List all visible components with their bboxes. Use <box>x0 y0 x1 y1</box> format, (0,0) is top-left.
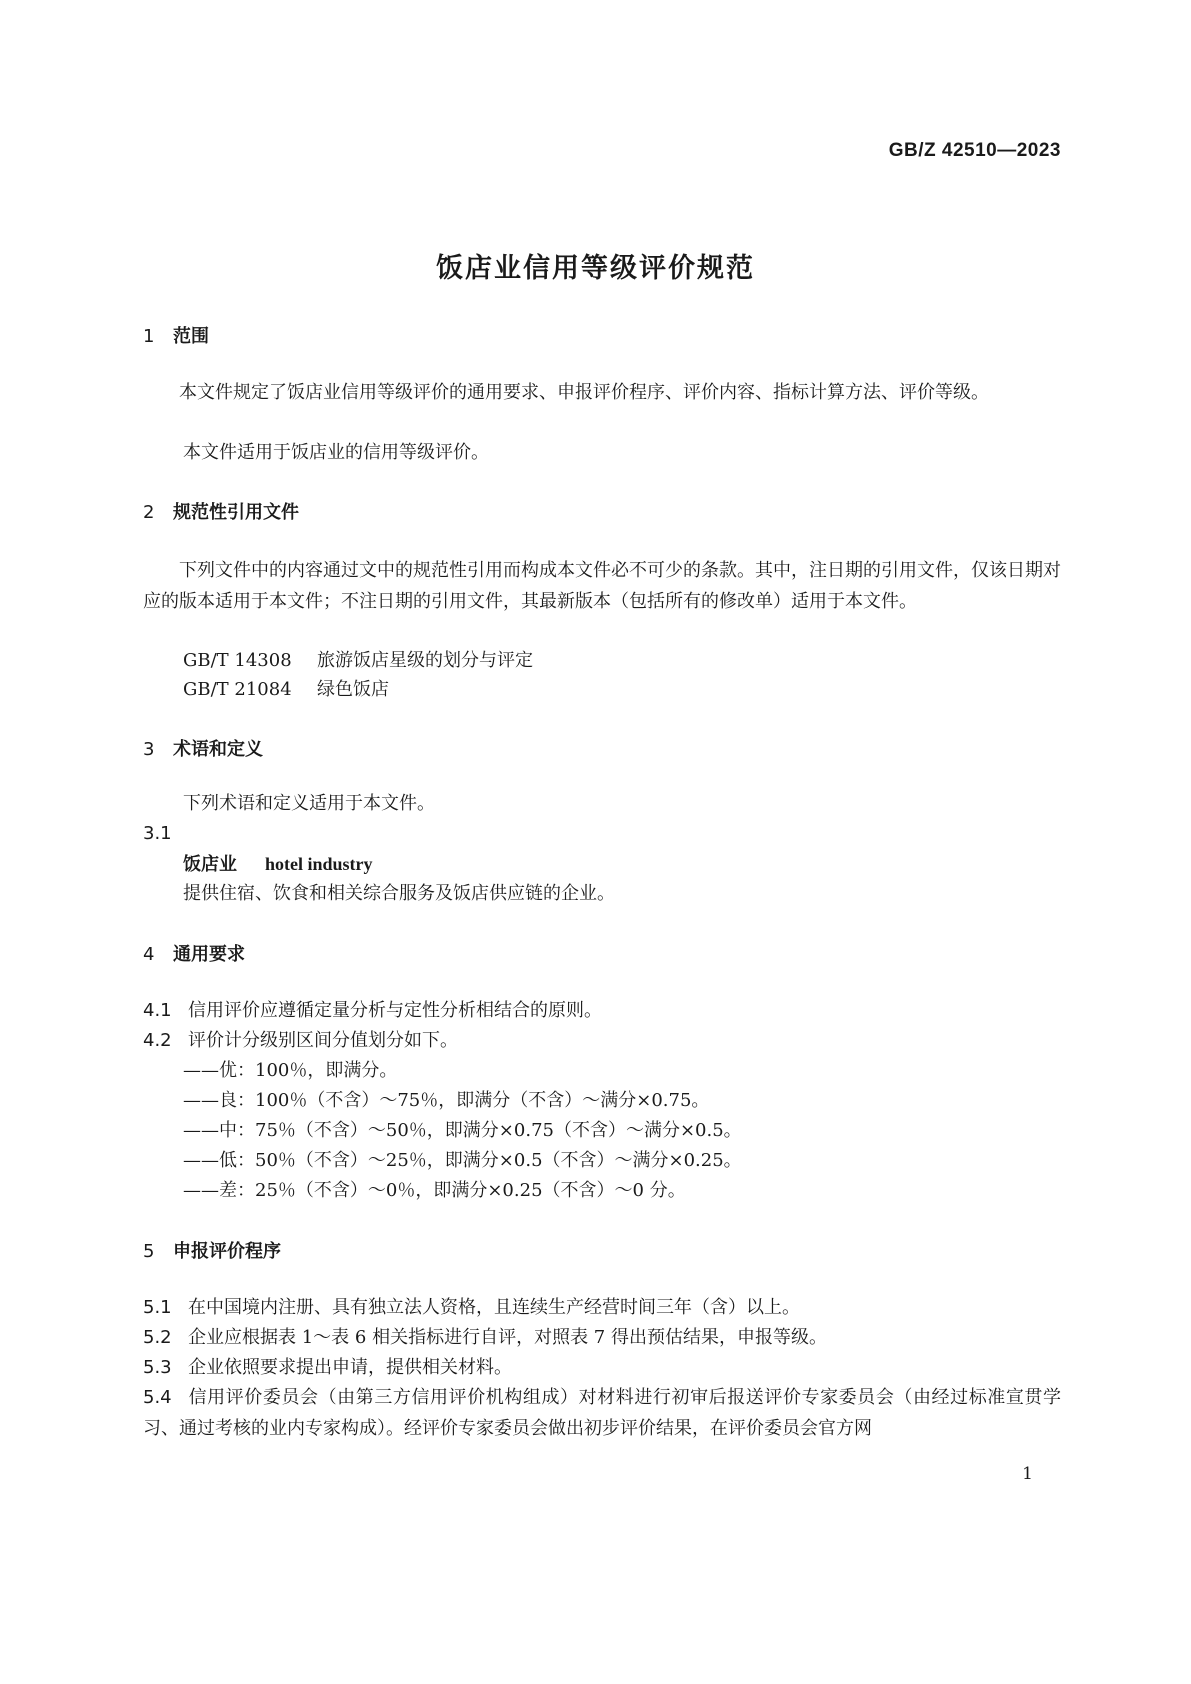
section-heading-1 <box>143 322 1061 348</box>
section-heading-3 <box>143 735 1061 761</box>
section-heading-5 <box>143 1237 1061 1263</box>
clause-number: 5.3 <box>143 1357 172 1378</box>
clause-number: 5.2 <box>143 1327 172 1348</box>
clause-text: 企业应根据表 1～表 6 相关指标进行自评，对照表 7 得出预估结果，申报等级。 <box>188 1327 827 1348</box>
clause-number: 5.1 <box>143 1297 172 1318</box>
paragraph: 下列文件中的内容通过文中的规范性引用而构成本文件必不可少的条款。其中，注日期的引用文件，仅该日期对应的版本适用于本文件；不注日期的引用文件，其最新版本（包括所有的修改单）适用于本文件。 <box>143 560 1061 612</box>
clause-4-1 <box>143 995 1061 1026</box>
page-number: 1 <box>1022 1464 1033 1484</box>
paragraph: 下列术语和定义适用于本文件。 <box>183 793 435 814</box>
paragraph: 本文件规定了饭店业信用等级评价的通用要求、申报评价程序、评价内容、指标计算方法、评价等级。 <box>179 382 989 403</box>
clause-4-2 <box>143 1025 1061 1056</box>
section-number: 2 <box>143 502 155 523</box>
clause-number: 4.1 <box>143 1000 172 1021</box>
section-title: 规范性引用文件 <box>173 502 299 523</box>
clause-text: 在中国境内注册、具有独立法人资格，且连续生产经营时间三年（含）以上。 <box>188 1297 800 1318</box>
term-english: hotel industry <box>265 854 373 874</box>
section-number: 1 <box>143 326 155 347</box>
reference-code: GB/T 21084 <box>183 679 292 700</box>
clause-number: 4.2 <box>143 1030 172 1051</box>
section-title: 通用要求 <box>173 944 245 965</box>
clause-text: 评价计分级别区间分值划分如下。 <box>188 1030 458 1051</box>
level-item: ——良：100％（不含）～75％，即满分（不含）～满分×0.75。 <box>183 1090 710 1111</box>
term-chinese: 饭店业 <box>183 854 237 875</box>
reference-code: GB/T 14308 <box>183 650 292 671</box>
document-code: GB/Z 42510—2023 <box>888 140 1061 161</box>
clause-number: 5.4 <box>143 1387 172 1408</box>
clause-text: 信用评价委员会（由第三方信用评价机构组成）对材料进行初审后报送评价专家委员会（由经过标准宣贯学习、通过考核的业内专家构成）。经评价专家委员会做出初步评价结果，在评价委员会官方网 <box>143 1387 1061 1439</box>
level-item: ——低：50％（不含）～25％，即满分×0.5（不含）～满分×0.25。 <box>183 1150 742 1171</box>
clause-text: 信用评价应遵循定量分析与定性分析相结合的原则。 <box>188 1000 602 1021</box>
reference-item <box>183 645 533 676</box>
term-definition: 提供住宿、饮食和相关综合服务及饭店供应链的企业。 <box>183 883 615 904</box>
clause-5-4 <box>143 1382 1061 1444</box>
section-heading-2 <box>143 498 1061 524</box>
level-item: ——中：75％（不含）～50％，即满分×0.75（不含）～满分×0.5。 <box>183 1120 742 1141</box>
section-title: 申报评价程序 <box>173 1241 281 1262</box>
section-number: 5 <box>143 1241 155 1262</box>
section-heading-4 <box>143 940 1061 966</box>
section-title: 术语和定义 <box>173 739 263 760</box>
term-number: 3.1 <box>143 823 172 844</box>
section-number: 4 <box>143 944 155 965</box>
clause-text: 企业依照要求提出申请，提供相关材料。 <box>188 1357 512 1378</box>
level-item: ——优：100％，即满分。 <box>183 1060 398 1081</box>
reference-item <box>183 674 389 705</box>
section-title: 范围 <box>173 326 209 347</box>
clause-5-1 <box>143 1292 1061 1323</box>
level-item: ——差：25％（不含）～0％，即满分×0.25（不含）～0 分。 <box>183 1180 686 1201</box>
clause-5-2 <box>143 1322 1061 1353</box>
clause-5-3 <box>143 1352 1061 1383</box>
paragraph: 本文件适用于饭店业的信用等级评价。 <box>183 442 489 463</box>
document-title: 饭店业信用等级评价规范 <box>436 253 755 284</box>
section-number: 3 <box>143 739 155 760</box>
reference-title: 旅游饭店星级的划分与评定 <box>317 650 533 671</box>
term-entry <box>183 849 373 880</box>
reference-title: 绿色饭店 <box>317 679 389 700</box>
